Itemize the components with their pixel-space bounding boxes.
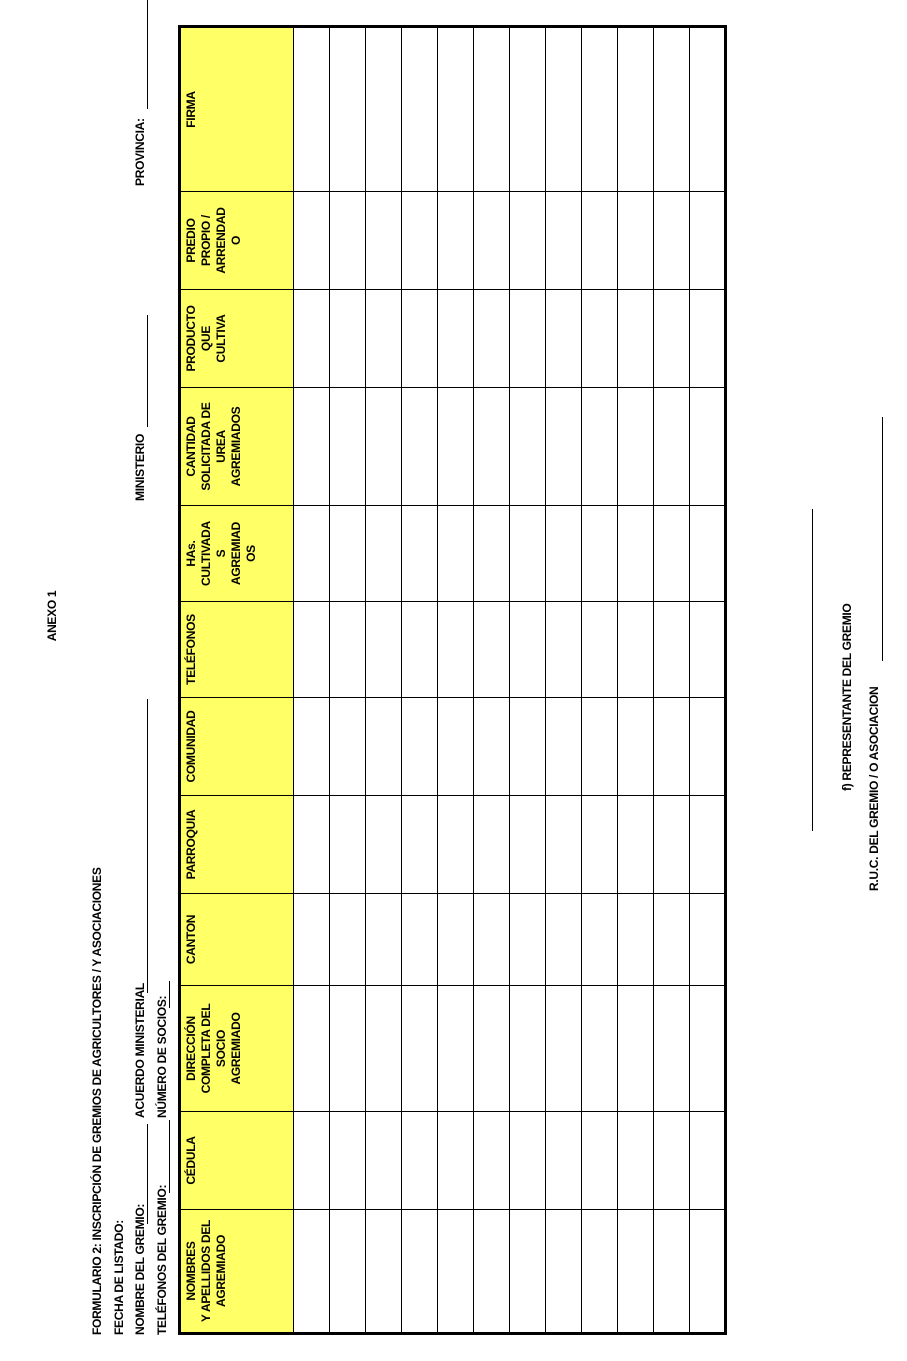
table-cell[interactable]	[330, 192, 366, 290]
phones-label: TELÉFONOS DEL GREMIO:	[155, 1184, 169, 1335]
table-cell[interactable]	[690, 796, 726, 894]
table-cell[interactable]	[618, 388, 654, 506]
column-header: FIRMA	[180, 27, 294, 192]
table-cell[interactable]	[438, 1112, 474, 1210]
table-cell[interactable]	[654, 796, 690, 894]
table-cell[interactable]	[654, 290, 690, 388]
column-header: PRODUCTO QUE CULTIVA	[180, 290, 294, 388]
table-cell[interactable]	[474, 1112, 510, 1210]
table-cell[interactable]	[330, 986, 366, 1112]
table-cell[interactable]	[654, 506, 690, 602]
guild-name-line	[147, 1124, 148, 1224]
table-cell[interactable]	[546, 1112, 582, 1210]
ruc-line	[882, 417, 883, 661]
table-cell[interactable]	[546, 698, 582, 796]
table-cell[interactable]	[438, 388, 474, 506]
table-cell[interactable]	[402, 698, 438, 796]
table-row	[546, 27, 582, 1334]
table-cell[interactable]	[330, 894, 366, 986]
table-cell[interactable]	[690, 986, 726, 1112]
table-cell[interactable]	[618, 27, 654, 192]
table-cell[interactable]	[294, 1112, 330, 1210]
table-cell[interactable]	[618, 1210, 654, 1334]
table-cell[interactable]	[366, 1210, 402, 1334]
table-cell[interactable]	[546, 986, 582, 1112]
table-cell[interactable]	[330, 796, 366, 894]
table-cell[interactable]	[618, 290, 654, 388]
table-cell[interactable]	[510, 698, 546, 796]
table-cell[interactable]	[582, 388, 618, 506]
table-cell[interactable]	[366, 290, 402, 388]
agreement-line	[147, 699, 148, 993]
table-cell[interactable]	[438, 27, 474, 192]
table-cell[interactable]	[618, 894, 654, 986]
table-cell[interactable]	[366, 602, 402, 698]
table-row	[654, 27, 690, 1334]
table-cell[interactable]	[546, 27, 582, 192]
column-header: TELÉFONOS	[180, 602, 294, 698]
table-cell[interactable]	[618, 506, 654, 602]
table-cell[interactable]	[366, 894, 402, 986]
table-cell[interactable]	[294, 192, 330, 290]
table-cell[interactable]	[330, 1112, 366, 1210]
ministry-label: MINISTERIO	[133, 433, 147, 501]
table-cell[interactable]	[330, 602, 366, 698]
table-cell[interactable]	[618, 192, 654, 290]
table-cell[interactable]	[582, 1210, 618, 1334]
column-header: PARROQUIA	[180, 796, 294, 894]
table-cell[interactable]	[510, 796, 546, 894]
table-cell[interactable]	[510, 388, 546, 506]
table-cell[interactable]	[654, 602, 690, 698]
table-cell[interactable]	[294, 27, 330, 192]
table-row	[690, 27, 726, 1334]
table-cell[interactable]	[654, 192, 690, 290]
table-cell[interactable]	[366, 1112, 402, 1210]
table-cell[interactable]	[402, 602, 438, 698]
table-row	[402, 27, 438, 1334]
table-cell[interactable]	[438, 986, 474, 1112]
table-cell[interactable]	[546, 796, 582, 894]
table-cell[interactable]	[618, 602, 654, 698]
table-cell[interactable]	[654, 698, 690, 796]
table-cell[interactable]	[294, 698, 330, 796]
table-cell[interactable]	[474, 602, 510, 698]
table-cell[interactable]	[366, 698, 402, 796]
table-cell[interactable]	[294, 506, 330, 602]
table-cell[interactable]	[402, 796, 438, 894]
table-cell[interactable]	[510, 894, 546, 986]
table-cell[interactable]	[582, 796, 618, 894]
table-cell[interactable]	[618, 1112, 654, 1210]
column-header: HAs. CULTIVADA S AGREMIAD OS	[180, 506, 294, 602]
phones-line	[169, 1120, 170, 1193]
table-cell[interactable]	[366, 388, 402, 506]
table-cell[interactable]	[690, 388, 726, 506]
table-cell[interactable]	[510, 1112, 546, 1210]
table-cell[interactable]	[474, 986, 510, 1112]
table-cell[interactable]	[582, 506, 618, 602]
table-cell[interactable]	[546, 506, 582, 602]
table-cell[interactable]	[438, 894, 474, 986]
table-cell[interactable]	[546, 388, 582, 506]
table-cell[interactable]	[582, 894, 618, 986]
table-cell[interactable]	[366, 192, 402, 290]
table-cell[interactable]	[582, 986, 618, 1112]
table-cell[interactable]	[546, 290, 582, 388]
table-header-row	[180, 27, 294, 1334]
agreement-label: ACUERDO MINISTERIAL	[133, 983, 147, 1118]
column-header: COMUNIDAD	[180, 698, 294, 796]
table-cell[interactable]	[330, 1210, 366, 1334]
table-cell[interactable]	[330, 506, 366, 602]
column-header: DIRECCIÓN COMPLETA DEL SOCIO AGREMIADO	[180, 986, 294, 1112]
table-cell[interactable]	[402, 192, 438, 290]
table-cell[interactable]	[654, 388, 690, 506]
table-cell[interactable]	[690, 27, 726, 192]
table-row	[618, 27, 654, 1334]
table-cell[interactable]	[654, 1112, 690, 1210]
column-header: PREDIO PROPIO / ARRENDAD O	[180, 192, 294, 290]
table-cell[interactable]	[582, 290, 618, 388]
table-cell[interactable]	[474, 796, 510, 894]
table-row	[294, 27, 330, 1334]
table-cell[interactable]	[330, 290, 366, 388]
table-cell[interactable]	[330, 388, 366, 506]
table-cell[interactable]	[330, 27, 366, 192]
table-cell[interactable]	[582, 27, 618, 192]
list-date-label: FECHA DE LISTADO:	[112, 1220, 126, 1335]
table-cell[interactable]	[402, 506, 438, 602]
table-cell[interactable]	[438, 192, 474, 290]
column-header: CANTON	[180, 894, 294, 986]
table-cell[interactable]	[402, 1112, 438, 1210]
ministry-line	[147, 315, 148, 427]
table-cell[interactable]	[582, 1112, 618, 1210]
table-cell[interactable]	[618, 698, 654, 796]
table-cell[interactable]	[690, 1210, 726, 1334]
table-cell[interactable]	[510, 602, 546, 698]
table-cell[interactable]	[582, 602, 618, 698]
table-cell[interactable]	[690, 602, 726, 698]
table-row	[474, 27, 510, 1334]
table-cell[interactable]	[510, 506, 546, 602]
table-cell[interactable]	[474, 388, 510, 506]
column-header: CANTIDAD SOLICITADA DE UREA AGREMIADOS	[180, 388, 294, 506]
table-cell[interactable]	[510, 290, 546, 388]
annex-label: ANEXO 1	[45, 590, 59, 642]
table-row	[366, 27, 402, 1334]
table-cell[interactable]	[294, 894, 330, 986]
table-cell[interactable]	[438, 602, 474, 698]
table-cell[interactable]	[654, 894, 690, 986]
ruc-label: R.U.C. DEL GREMIO / O ASOCIACION	[867, 686, 881, 891]
table-cell[interactable]	[510, 1210, 546, 1334]
table-cell[interactable]	[618, 796, 654, 894]
signature-label: f) REPRESENTANTE DEL GREMIO	[840, 603, 854, 791]
table-cell[interactable]	[402, 986, 438, 1112]
table-cell[interactable]	[474, 27, 510, 192]
members-label: NÚMERO DE SOCIOS:	[155, 995, 169, 1118]
table-body	[294, 27, 726, 1334]
table-cell[interactable]	[402, 894, 438, 986]
table-cell[interactable]	[366, 986, 402, 1112]
table-cell[interactable]	[618, 986, 654, 1112]
table-cell[interactable]	[402, 27, 438, 192]
table-cell[interactable]	[294, 796, 330, 894]
table-cell[interactable]	[690, 192, 726, 290]
table-cell[interactable]	[294, 1210, 330, 1334]
table-cell[interactable]	[438, 290, 474, 388]
signature-line	[812, 509, 813, 831]
table-cell[interactable]	[582, 192, 618, 290]
table-row	[438, 27, 474, 1334]
table-cell[interactable]	[366, 796, 402, 894]
table-cell[interactable]	[546, 192, 582, 290]
table-cell[interactable]	[654, 986, 690, 1112]
members-table	[178, 25, 727, 1335]
table-cell[interactable]	[366, 27, 402, 192]
table-cell[interactable]	[510, 986, 546, 1112]
form-title: FORMULARIO 2: INSCRIPCIÓN DE GREMIOS DE AGRICULTORES / Y ASOCIACIONES	[90, 867, 104, 1335]
table-cell[interactable]	[438, 698, 474, 796]
members-line	[169, 981, 170, 1008]
table-cell[interactable]	[474, 894, 510, 986]
table-row	[330, 27, 366, 1334]
table-cell[interactable]	[690, 1112, 726, 1210]
table-cell[interactable]	[330, 698, 366, 796]
province-line	[147, 0, 148, 109]
column-header: NOMBRES Y APELLIDOS DEL AGREMIADO	[180, 1210, 294, 1334]
table-cell[interactable]	[690, 506, 726, 602]
table-cell[interactable]	[546, 602, 582, 698]
table-cell[interactable]	[474, 1210, 510, 1334]
table-cell[interactable]	[546, 894, 582, 986]
table-cell[interactable]	[474, 506, 510, 602]
table-cell[interactable]	[654, 27, 690, 192]
table-cell[interactable]	[438, 796, 474, 894]
table-row	[510, 27, 546, 1334]
table-cell[interactable]	[690, 894, 726, 986]
table-cell[interactable]	[510, 192, 546, 290]
table-cell[interactable]	[690, 290, 726, 388]
table-cell[interactable]	[474, 290, 510, 388]
table-cell[interactable]	[294, 602, 330, 698]
table-cell[interactable]	[366, 506, 402, 602]
table-cell[interactable]	[546, 1210, 582, 1334]
column-header: CÉDULA	[180, 1112, 294, 1210]
table-cell[interactable]	[294, 388, 330, 506]
province-label: PROVINCIA:	[133, 118, 147, 186]
table-cell[interactable]	[402, 290, 438, 388]
table-cell[interactable]	[654, 1210, 690, 1334]
table-cell[interactable]	[294, 290, 330, 388]
table-cell[interactable]	[438, 506, 474, 602]
table-cell[interactable]	[510, 27, 546, 192]
table-cell[interactable]	[474, 698, 510, 796]
table-cell[interactable]	[690, 698, 726, 796]
table-cell[interactable]	[474, 192, 510, 290]
table-cell[interactable]	[294, 986, 330, 1112]
guild-name-label: NOMBRE DEL GREMIO:	[133, 1203, 147, 1335]
table-row	[582, 27, 618, 1334]
table-cell[interactable]	[438, 1210, 474, 1334]
table-cell[interactable]	[402, 388, 438, 506]
table-cell[interactable]	[402, 1210, 438, 1334]
table-cell[interactable]	[582, 698, 618, 796]
